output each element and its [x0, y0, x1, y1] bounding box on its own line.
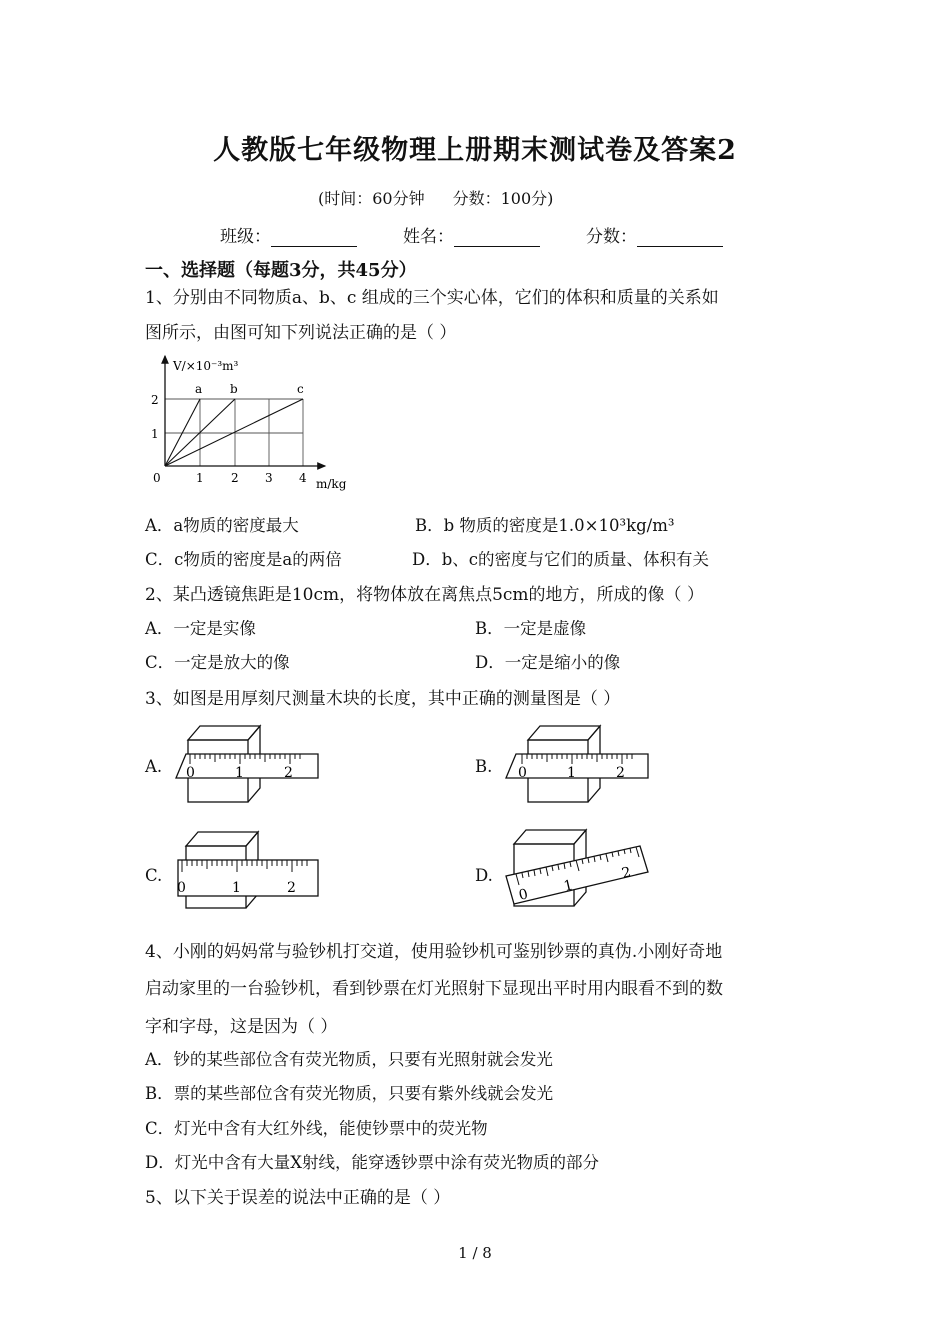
score-blank [637, 228, 723, 247]
ruler-a-2: 2 [284, 765, 293, 781]
q4-option-b: B．票的某些部位含有荧光物质，只要有紫外线就会发光 [145, 1084, 554, 1103]
ruler-b-0: 0 [518, 765, 527, 781]
q2-stem: 2、某凸透镜焦距是10cm，将物体放在离焦点5cm的地方，所成的像（ ） [145, 585, 704, 605]
q5-stem: 5、以下关于误差的说法中正确的是（ ） [145, 1188, 451, 1208]
ruler-c-1: 1 [232, 880, 241, 896]
ytick-2: 2 [151, 393, 159, 407]
q3-label-b: B. [475, 757, 493, 776]
line-a [165, 399, 200, 466]
q3-stem: 3、如图是用厚刻尺测量木块的长度，其中正确的测量图是（ ） [145, 689, 621, 709]
page-number: 1 / 8 [458, 1244, 492, 1262]
q4-option-d: D．灯光中含有大量X射线，能穿透钞票中涂有荧光物质的部分 [145, 1153, 599, 1172]
q4-option-c: C．灯光中含有大红外线，能使钞票中的荧光物 [145, 1119, 488, 1138]
xtick-4: 4 [299, 471, 307, 485]
ruler-d-1: 1 [562, 877, 575, 895]
xtick-3: 3 [265, 471, 273, 485]
q3-figure-b [502, 718, 652, 813]
q2-option-c: C．一定是放大的像 [145, 653, 290, 672]
series-label-a: a [195, 382, 203, 396]
q3-label-a: A. [145, 757, 163, 776]
q3-figure-a [172, 718, 322, 813]
series-label-b: b [230, 382, 238, 396]
ruler-a-1: 1 [235, 765, 244, 781]
ruler-c-2: 2 [287, 880, 296, 896]
class-blank [271, 228, 357, 247]
ruler-c-0: 0 [177, 880, 186, 896]
q1-line1: 1、分别由不同物质a、b、c 组成的三个实心体，它们的体积和质量的关系如 [145, 288, 719, 308]
ruler-a-0: 0 [186, 765, 195, 781]
q3-label-c: C. [145, 866, 163, 885]
q2-option-b: B．一定是虚像 [475, 619, 587, 638]
q2-option-d: D．一定是缩小的像 [475, 653, 621, 672]
score-field-label: 分数： [586, 227, 637, 247]
class-label: 班级： [220, 227, 271, 247]
series-label-c: c [297, 382, 304, 396]
line-c [165, 399, 303, 466]
ruler-d-2: 2 [620, 864, 633, 882]
xtick-2: 2 [231, 471, 239, 485]
time-label: (时间：60分钟 [318, 189, 425, 208]
graph-ylabel: V/×10⁻³m³ [173, 359, 239, 373]
name-blank [454, 228, 540, 247]
ruler-b-2: 2 [616, 765, 625, 781]
exam-meta [318, 186, 553, 209]
ruler-d-0: 0 [517, 886, 530, 904]
q1-option-b: B．b 物质的密度是1.0×10³kg/m³ [415, 516, 675, 535]
q1-option-a: A．a物质的密度最大 [145, 516, 299, 535]
q4-line3: 字和字母，这是因为（ ） [145, 1017, 338, 1037]
ytick-1: 1 [151, 427, 159, 441]
q4-line2: 启动家里的一台验钞机，看到钞票在灯光照射下显现出平时用内眼看不到的数 [145, 979, 723, 999]
q1-graph [145, 350, 360, 500]
q1-option-d: D．b、c的密度与它们的质量、体积有关 [412, 550, 710, 569]
q1-option-c: C．c物质的密度是a的两倍 [145, 550, 342, 569]
q3-figure-c [172, 826, 322, 916]
page-title: 人教版七年级物理上册期末测试卷及答案2 [213, 135, 737, 166]
xtick-1: 1 [196, 471, 204, 485]
q4-line1: 4、小刚的妈妈常与验钞机打交道，使用验钞机可鉴别钞票的真伪.小刚好奇地 [145, 942, 723, 962]
q4-option-a: A．钞的某些部位含有荧光物质，只要有光照射就会发光 [145, 1050, 553, 1069]
q3-label-d: D. [475, 866, 493, 885]
q2-option-a: A．一定是实像 [145, 619, 256, 638]
graph-xlabel: m/kg [316, 477, 347, 491]
q3-figure-d [502, 824, 652, 916]
name-label: 姓名： [403, 227, 454, 247]
q1-line2: 图所示，由图可知下列说法正确的是（ ） [145, 323, 457, 343]
score-label: 分数：100分) [452, 189, 554, 208]
section-heading: 一、选择题（每题3分，共45分） [145, 260, 417, 281]
graph-origin: 0 [153, 471, 161, 485]
ruler-b-1: 1 [567, 765, 576, 781]
student-fields [220, 222, 723, 247]
